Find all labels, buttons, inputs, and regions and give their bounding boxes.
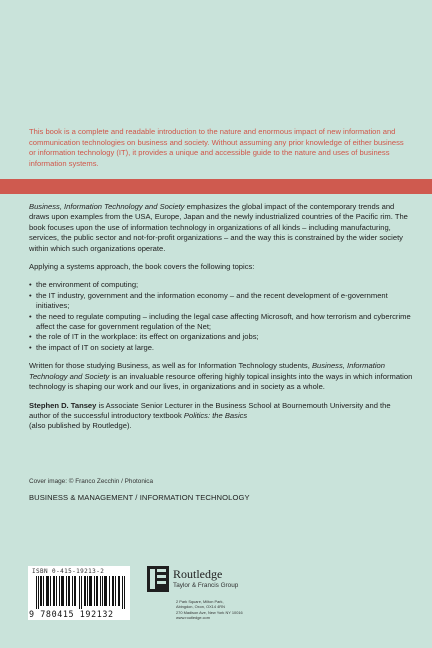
audience-paragraph <box>29 361 413 392</box>
topics-intro: Applying a systems approach, the book covers the following topics: <box>29 262 255 272</box>
book-title-italic: Business, Information Technology and Society <box>29 202 185 211</box>
list-item: • the role of IT in the workplace: its effect on organizations and jobs; <box>29 332 413 342</box>
barcode-bars-icon <box>36 576 126 609</box>
book-title-italic: Business, Information Technology and Society <box>29 361 385 381</box>
description-body <box>29 202 413 440</box>
red-divider-band <box>0 179 432 194</box>
isbn-label: ISBN 0-415-19213-2 <box>32 568 105 575</box>
address-line: 270 Madison Ave, New York NY 10016 <box>176 609 243 615</box>
other-book-title: Politics: the Basics <box>183 410 248 420</box>
publisher-address <box>176 599 243 621</box>
publisher-website: www.routledge.com <box>176 615 210 621</box>
address-line: 2 Park Square, Milton Park, <box>176 599 224 604</box>
list-item: • the need to regulate computing – including the legal case affecting Microsoft, and how terrorism and cybercrime affect the case for government regulation of the Net; <box>29 312 413 333</box>
publisher-name: Routledge <box>173 567 223 581</box>
list-item: • the impact of IT on society at large. <box>29 343 413 353</box>
address-line: Abingdon, Oxon, OX14 4RN <box>176 604 225 610</box>
author-note: (also published by Routledge). <box>29 421 132 431</box>
list-item: • the environment of computing; <box>29 280 413 290</box>
description-text: emphasizes the global impact of the contemporary trends and draws upon examples from the USA, Europe, Japan and the newly industrialized countries of the Pacific rim. The book focuses upon the use of information technology in organizations of all kinds – including manufacturing, services, the public sector and not-for-profit organizations – and the way this is constrained by the wider society within which such organizations operate. <box>29 202 408 253</box>
author-bio-text: is Associate Senior Lecturer in the Business School at Bournemouth University and the author of the successful introductory textbook <box>29 400 391 420</box>
ean-number: 9 780415 192132 <box>29 609 114 619</box>
barcode <box>28 566 130 620</box>
subject-category: BUSINESS & MANAGEMENT / INFORMATION TECHNOLOGY <box>29 493 250 502</box>
list-item: • the IT industry, government and the information economy – and the recent development of e-government initiatives; <box>29 291 413 312</box>
author-bio <box>29 401 413 432</box>
cover-credit: Cover image: © Franco Zecchin / Photonica <box>29 478 154 485</box>
routledge-logo-icon <box>147 566 169 592</box>
publisher-group: Taylor & Francis Group <box>173 582 239 589</box>
description-paragraph <box>29 202 413 254</box>
author-name: Stephen D. Tansey <box>29 400 97 410</box>
topics-list <box>29 280 413 353</box>
audience-text-start: Written for those studying Business, as well as for Information Technology students, <box>29 361 312 371</box>
audience-text-end: is an invaluable resource offering highly topical insights into the ways in which information technology is shaping our work and our lives, in organizations and in society as a whole. <box>29 371 413 392</box>
intro-blurb: This book is a complete and readable introduction to the nature and enormous impact of new information and communication technologies on business and society. Without assuming any prior knowledge of either business or information technology (IT), it provides a unique and accessible guide to the nature and uses of business information systems. <box>29 127 404 168</box>
